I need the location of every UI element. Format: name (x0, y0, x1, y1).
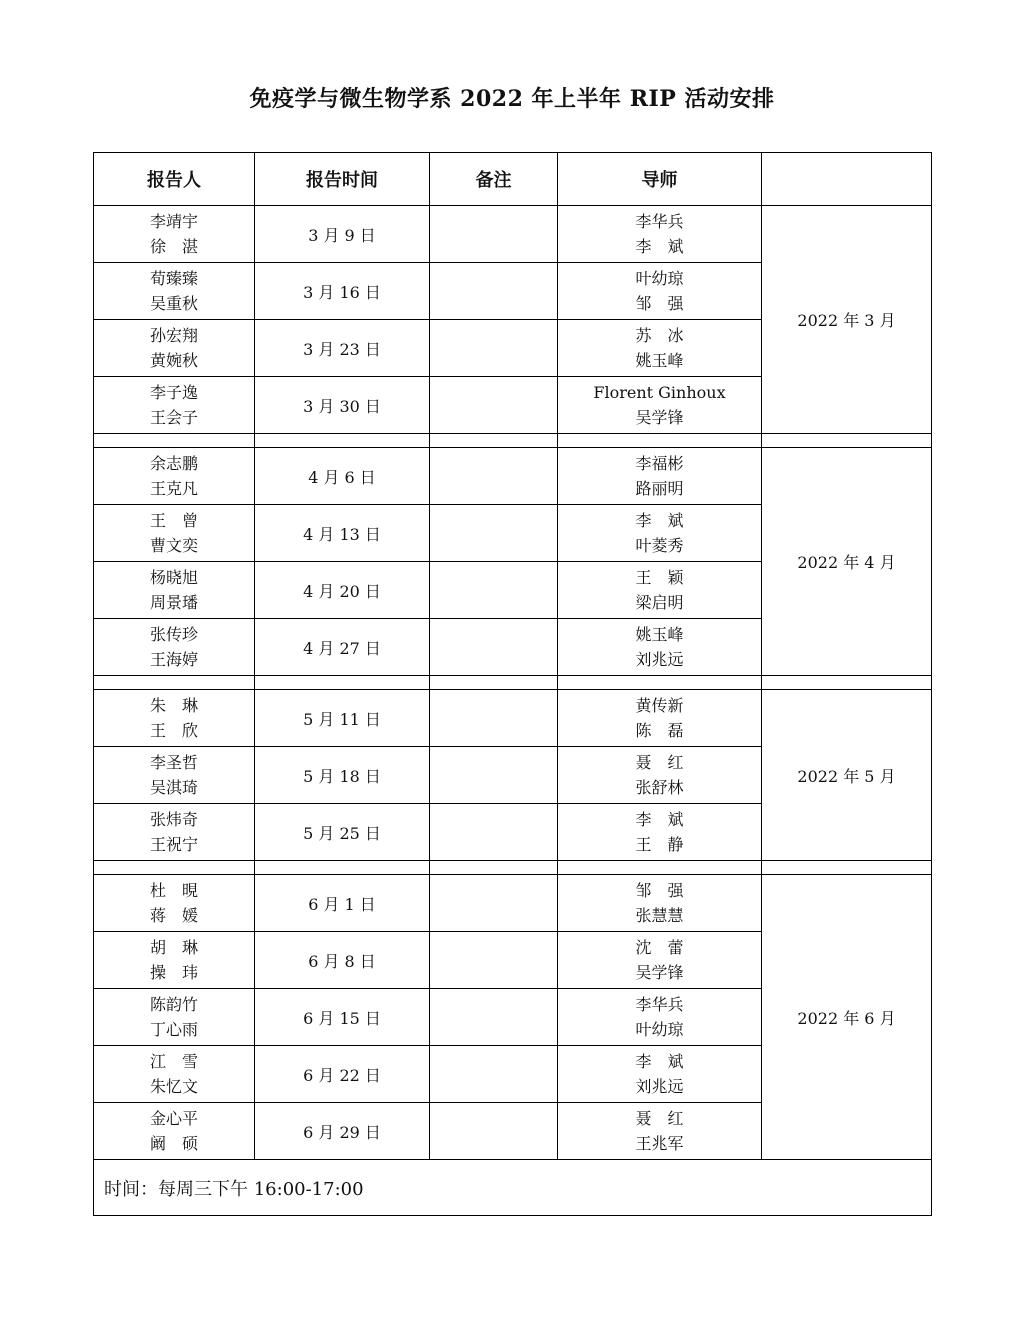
mentor-name: 李 斌 (635, 237, 684, 256)
mentor-name: 邹 强 (635, 881, 684, 900)
separator-cell (762, 676, 932, 690)
mentor-name: 吴学锋 (635, 408, 684, 427)
report-date: 5 月 11 日 (255, 690, 430, 747)
reporter-name: 李子逸 (149, 383, 198, 402)
reporter-name: 陈韵竹 (149, 995, 198, 1014)
reporter-name: 朱忆文 (149, 1077, 198, 1096)
mentor-cell (558, 690, 762, 747)
separator-cell (762, 861, 932, 875)
month-label: 2022 年 5 月 (762, 690, 932, 861)
table-row (94, 206, 932, 263)
report-date: 3 月 16 日 (255, 263, 430, 320)
header-row (94, 153, 932, 206)
separator-cell (255, 861, 430, 875)
reporter-cell (94, 562, 255, 619)
mentor-cell (558, 377, 762, 434)
separator-cell (558, 861, 762, 875)
note-cell (430, 505, 558, 562)
mentor-name: 姚玉峰 (635, 625, 684, 644)
reporter-name: 操 玮 (149, 963, 198, 982)
table-row (94, 448, 932, 505)
mentor-name: 王兆军 (635, 1134, 684, 1153)
reporter-name: 孙宏翔 (149, 326, 198, 345)
reporter-cell (94, 377, 255, 434)
reporter-name: 江 雪 (149, 1052, 198, 1071)
header-reporter: 报告人 (94, 153, 255, 206)
mentor-cell (558, 804, 762, 861)
note-cell (430, 377, 558, 434)
mentor-name: 路丽明 (635, 479, 684, 498)
separator-cell (94, 434, 255, 448)
mentor-name: 刘兆远 (635, 1077, 684, 1096)
reporter-name: 杜 晛 (149, 881, 198, 900)
reporter-name: 朱 琳 (149, 696, 198, 715)
reporter-name: 蒋 媛 (149, 906, 198, 925)
mentor-name: 姚玉峰 (635, 351, 684, 370)
note-cell (430, 320, 558, 377)
reporter-cell (94, 505, 255, 562)
reporter-name: 王海婷 (149, 650, 198, 669)
reporter-name: 阚 硕 (149, 1134, 198, 1153)
separator-cell (94, 861, 255, 875)
report-date: 3 月 9 日 (255, 206, 430, 263)
mentor-name: 王 颖 (635, 568, 684, 587)
mentor-name: 李华兵 (635, 995, 684, 1014)
header-month (762, 153, 932, 206)
mentor-cell (558, 1103, 762, 1160)
mentor-cell (558, 320, 762, 377)
reporter-cell (94, 206, 255, 263)
mentor-name: 黄传新 (635, 696, 684, 715)
separator-cell (255, 434, 430, 448)
report-date: 5 月 18 日 (255, 747, 430, 804)
reporter-cell (94, 320, 255, 377)
mentor-cell (558, 448, 762, 505)
reporter-name: 黄婉秋 (149, 351, 198, 370)
mentor-cell (558, 875, 762, 932)
reporter-cell (94, 1103, 255, 1160)
mentor-name: 刘兆远 (635, 650, 684, 669)
report-date: 4 月 27 日 (255, 619, 430, 676)
note-cell (430, 448, 558, 505)
note-cell (430, 562, 558, 619)
reporter-cell (94, 1046, 255, 1103)
mentor-name: 叶菱秀 (635, 536, 684, 555)
reporter-name: 金心平 (149, 1109, 198, 1128)
reporter-name: 李圣哲 (149, 753, 198, 772)
note-cell (430, 804, 558, 861)
report-date: 6 月 15 日 (255, 989, 430, 1046)
separator-row (94, 861, 932, 875)
report-date: 6 月 22 日 (255, 1046, 430, 1103)
note-cell (430, 263, 558, 320)
reporter-name: 王祝宁 (149, 835, 198, 854)
note-cell (430, 747, 558, 804)
mentor-name: Florent Ginhoux (593, 383, 726, 402)
separator-cell (558, 676, 762, 690)
mentor-cell (558, 619, 762, 676)
report-date: 4 月 13 日 (255, 505, 430, 562)
mentor-name: 王 静 (635, 835, 684, 854)
mentor-cell (558, 989, 762, 1046)
separator-cell (762, 434, 932, 448)
mentor-name: 叶幼琼 (635, 269, 684, 288)
reporter-name: 曹文奕 (149, 536, 198, 555)
reporter-name: 丁心雨 (149, 1020, 198, 1039)
reporter-cell (94, 932, 255, 989)
reporter-name: 周景璠 (149, 593, 198, 612)
mentor-name: 陈 磊 (635, 721, 684, 740)
table-row (94, 690, 932, 747)
report-date: 6 月 1 日 (255, 875, 430, 932)
reporter-cell (94, 263, 255, 320)
month-label: 2022 年 6 月 (762, 875, 932, 1160)
mentor-name: 聂 红 (635, 1109, 684, 1128)
separator-cell (430, 861, 558, 875)
reporter-name: 王 欣 (149, 721, 198, 740)
mentor-cell (558, 932, 762, 989)
reporter-cell (94, 448, 255, 505)
separator-cell (558, 434, 762, 448)
reporter-name: 王克凡 (149, 479, 198, 498)
mentor-name: 李华兵 (635, 212, 684, 231)
note-cell (430, 932, 558, 989)
reporter-cell (94, 804, 255, 861)
reporter-name: 王 曾 (149, 511, 198, 530)
mentor-name: 李福彬 (635, 454, 684, 473)
mentor-name: 李 斌 (635, 511, 684, 530)
report-date: 3 月 23 日 (255, 320, 430, 377)
month-label: 2022 年 3 月 (762, 206, 932, 434)
report-date: 6 月 29 日 (255, 1103, 430, 1160)
header-mentor: 导师 (558, 153, 762, 206)
report-date: 4 月 6 日 (255, 448, 430, 505)
mentor-name: 李 斌 (635, 1052, 684, 1071)
note-cell (430, 1046, 558, 1103)
mentor-name: 张舒林 (635, 778, 684, 797)
report-date: 5 月 25 日 (255, 804, 430, 861)
mentor-name: 聂 红 (635, 753, 684, 772)
mentor-cell (558, 263, 762, 320)
separator-row (94, 676, 932, 690)
reporter-name: 余志鹏 (149, 454, 198, 473)
report-date: 6 月 8 日 (255, 932, 430, 989)
reporter-cell (94, 989, 255, 1046)
note-cell (430, 206, 558, 263)
mentor-name: 苏 冰 (635, 326, 684, 345)
reporter-name: 张炜奇 (149, 810, 198, 829)
mentor-name: 梁启明 (635, 593, 684, 612)
mentor-name: 沈 蕾 (635, 938, 684, 957)
report-date: 4 月 20 日 (255, 562, 430, 619)
note-cell (430, 619, 558, 676)
report-date: 3 月 30 日 (255, 377, 430, 434)
table-row (94, 875, 932, 932)
mentor-name: 李 斌 (635, 810, 684, 829)
page-title: 免疫学与微生物学系 2022 年上半年 RIP 活动安排 (249, 86, 775, 112)
reporter-cell (94, 875, 255, 932)
meeting-time-note: 时间：每周三下午 16:00-17:00 (94, 1160, 932, 1216)
reporter-cell (94, 690, 255, 747)
mentor-cell (558, 1046, 762, 1103)
mentor-cell (558, 562, 762, 619)
mentor-cell (558, 206, 762, 263)
separator-cell (430, 676, 558, 690)
separator-row (94, 434, 932, 448)
mentor-name: 叶幼琼 (635, 1020, 684, 1039)
note-cell (430, 1103, 558, 1160)
reporter-name: 吴重秋 (149, 294, 198, 313)
note-cell (430, 875, 558, 932)
reporter-name: 李靖宇 (149, 212, 198, 231)
reporter-cell (94, 747, 255, 804)
header-note: 备注 (430, 153, 558, 206)
month-label: 2022 年 4 月 (762, 448, 932, 676)
reporter-name: 吴淇琦 (149, 778, 198, 797)
mentor-cell (558, 505, 762, 562)
reporter-name: 张传珍 (149, 625, 198, 644)
separator-cell (255, 676, 430, 690)
schedule-table (93, 152, 932, 1216)
reporter-name: 荀臻臻 (149, 269, 198, 288)
separator-cell (94, 676, 255, 690)
note-cell (430, 690, 558, 747)
header-time: 报告时间 (255, 153, 430, 206)
note-cell (430, 989, 558, 1046)
reporter-cell (94, 619, 255, 676)
mentor-name: 张慧慧 (635, 906, 684, 925)
reporter-name: 杨晓旭 (149, 568, 198, 587)
mentor-cell (558, 747, 762, 804)
reporter-name: 胡 琳 (149, 938, 198, 957)
separator-cell (430, 434, 558, 448)
reporter-name: 徐 湛 (149, 237, 198, 256)
reporter-name: 王会子 (149, 408, 198, 427)
mentor-name: 邹 强 (635, 294, 684, 313)
mentor-name: 吴学锋 (635, 963, 684, 982)
